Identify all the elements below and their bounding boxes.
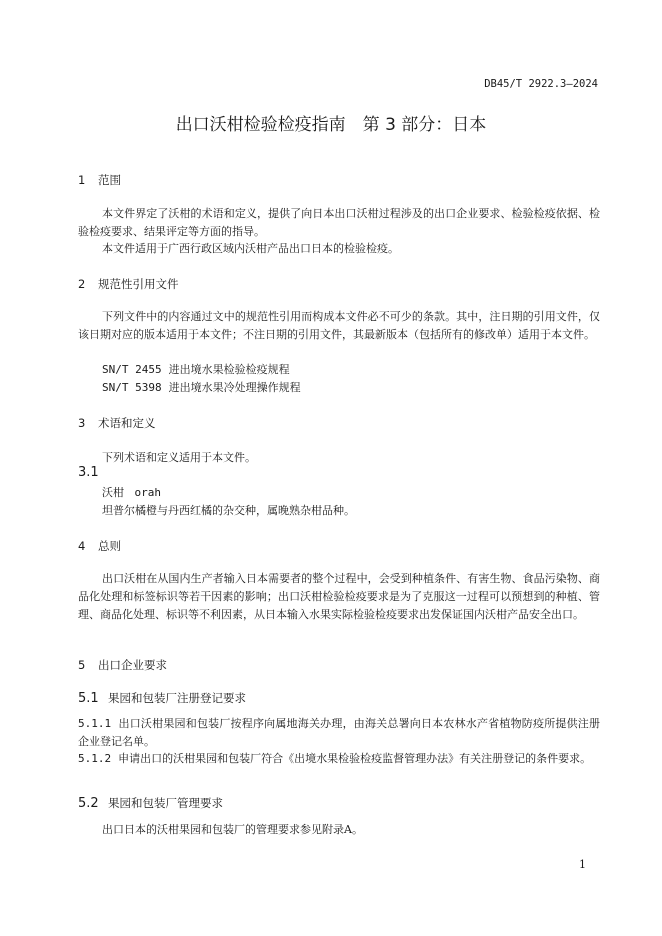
clause-number: 5.1.2: [78, 752, 112, 765]
clause-5-1-2: [78, 750, 600, 768]
subsection-5-2-paragraph: 出口日本的沃柑果园和包装厂的管理要求参见附录A。: [102, 823, 363, 836]
section-title: 规范性引用文件: [98, 277, 179, 291]
reference-name: 进出境水果检验检疫规程: [168, 363, 290, 376]
section-1-paragraph-2: 本文件适用于广西行政区域内沃柑产品出口日本的检验检疫。: [102, 242, 399, 255]
reference-item: [102, 379, 301, 395]
term-english: orah: [134, 486, 161, 499]
section-number: 3: [78, 416, 86, 430]
section-2-heading: [78, 276, 179, 292]
standard-id: DB45/T 2922.3—2024: [484, 78, 598, 90]
subsection-number: 5.1: [78, 691, 99, 706]
clause-text: 申请出口的沃柑果园和包装厂符合《出境水果检验检疫监督管理办法》有关注册登记的条件要求。: [118, 752, 592, 765]
section-title: 总则: [98, 539, 121, 553]
term-chinese: 沃柑: [102, 486, 124, 499]
section-4-paragraph-1: 出口沃柑在从国内生产者输入日本需要者的整个过程中，会受到种植条件、有害生物、食品污染物、商品化处理和标签标识等若干因素的影响；出口沃柑检验检疫要求是为了克服这一过程可以预想到的种植、管理、商品化处理、标识等不利因素，从日本输入水果实际检验检疫要求出发保证国内沃柑产品安全出口。: [78, 572, 600, 621]
reference-code: SN/T 5398: [102, 381, 162, 394]
section-1-paragraph-1: 本文件界定了沃柑的术语和定义，提供了向日本出口沃柑过程涉及的出口企业要求、检验检疫依据、检验检疫要求、结果评定等方面的指导。: [78, 207, 600, 238]
term-definition: 坦普尔橘橙与丹西红橘的杂交种，属晚熟杂柑品种。: [102, 504, 355, 517]
page-number: 1: [579, 858, 586, 871]
subsection-number: 5.2: [78, 796, 99, 811]
section-number: 5: [78, 658, 86, 672]
subsection-title: 果园和包装厂管理要求: [108, 796, 223, 810]
subsection-5-1-heading: [78, 690, 246, 706]
reference-name: 进出境水果冷处理操作规程: [168, 381, 301, 394]
subsection-5-2-heading: [78, 795, 223, 811]
clause-number: 5.1.1: [78, 717, 112, 730]
section-5-heading: [78, 657, 167, 673]
section-2-paragraph-1: 下列文件中的内容通过文中的规范性引用而构成本文件必不可少的条款。其中，注日期的引用文件，仅该日期对应的版本适用于本文件；不注日期的引用文件，其最新版本（包括所有的修改单）适用于本文件。: [78, 310, 600, 341]
section-4-heading: [78, 538, 121, 554]
term-entry: [102, 484, 161, 500]
section-number: 1: [78, 173, 86, 187]
section-title: 出口企业要求: [98, 658, 167, 672]
clause-5-1-1: [78, 715, 600, 751]
section-title: 范围: [98, 173, 121, 187]
section-3-paragraph-1: 下列术语和定义适用于本文件。: [102, 451, 256, 464]
subsection-title: 果园和包装厂注册登记要求: [108, 691, 246, 705]
clause-text: 出口沃柑果园和包装厂按程序向属地海关办理，由海关总署向日本农林水产省植物防疫所提供注册企业登记名单。: [78, 717, 600, 748]
section-number: 2: [78, 277, 86, 291]
section-1-heading: [78, 172, 121, 188]
subsection-3-1-number: 3.1: [78, 465, 99, 480]
section-number: 4: [78, 539, 86, 553]
section-title: 术语和定义: [98, 416, 156, 430]
page-title: 出口沃柑检验检疫指南 第 3 部分：日本: [175, 115, 487, 135]
reference-item: [102, 361, 290, 377]
reference-code: SN/T 2455: [102, 363, 162, 376]
section-3-heading: [78, 415, 156, 431]
